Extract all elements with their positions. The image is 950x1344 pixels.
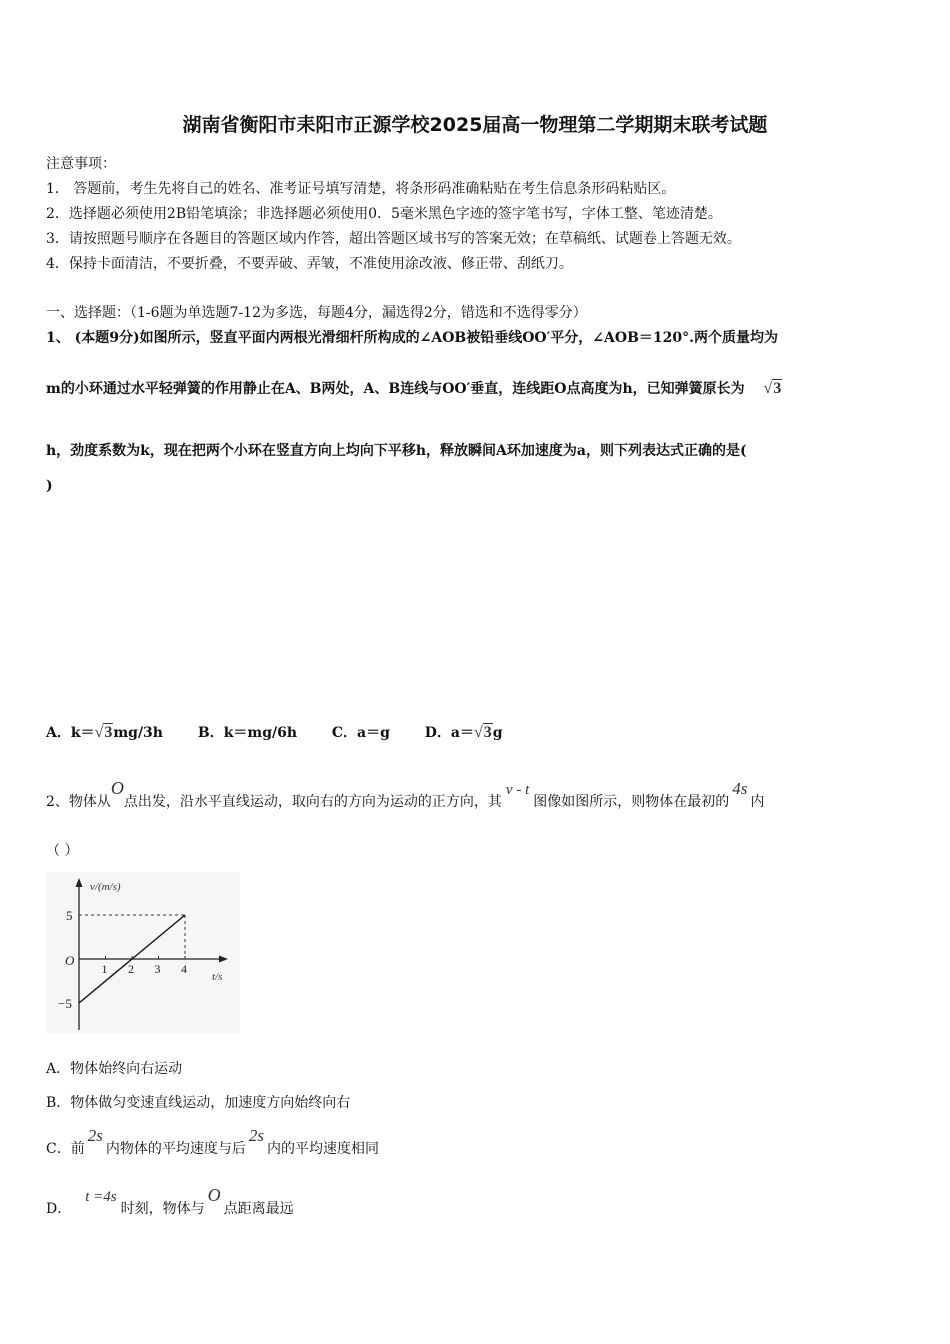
y-tick-label: 5 <box>66 908 73 923</box>
x-axis-label: t/s <box>212 971 223 983</box>
notice-item-1: 1． 答题前，考生先将自己的姓名、准考证号填写清楚，将条形码准确粘贴在考生信息条形码粘贴区。 <box>46 181 676 197</box>
vt-graph <box>46 872 240 1034</box>
q1-options <box>46 722 533 742</box>
origin-label: O <box>65 953 75 968</box>
notice-item-2: 2．选择题必须使用2B铅笔填涂；非选择题必须使用0．5毫米黑色字迹的签字笔书写，字体工整、笔迹清楚。 <box>46 206 722 222</box>
q1-option-c[interactable]: C．a＝g <box>331 725 390 741</box>
q2-paren: （ ） <box>46 843 79 859</box>
sqrt3-symbol: √3 <box>94 724 113 741</box>
x-tick-label: 2 <box>128 962 134 976</box>
notice-item-4: 4．保持卡面清洁，不要折叠，不要弄破、弄皱，不准使用涂改液、修正带、刮纸刀。 <box>46 256 573 272</box>
y-tick-label: −5 <box>58 996 72 1011</box>
x-tick-label: 1 <box>101 962 108 976</box>
symbol-o: O <box>110 778 124 798</box>
x-tick-label: 3 <box>154 962 161 976</box>
vt-graph-svg <box>46 872 240 1034</box>
q2-option-b[interactable]: B．物体做匀变速直线运动，加速度方向始终向右 <box>46 1095 351 1111</box>
symbol-o: O <box>207 1185 221 1205</box>
x-axis-arrow <box>219 956 228 963</box>
section-heading: 一、选择题：（1-6题为单选题7-12为多选，每题4分，漏选得2分，错选和不选得零分） <box>46 305 587 321</box>
q1-line-4: ) <box>46 478 53 494</box>
x-tick-label: 4 <box>181 962 187 976</box>
q2-option-c[interactable]: C．前2s内物体的平均速度与后2s内的平均速度相同 <box>46 1126 379 1157</box>
q1-line-3: h，劲度系数为k，现在把两个小环在竖直方向上均向下平移h，释放瞬间A环加速度为a，则下列表达式正确的是( <box>46 443 747 459</box>
y-axis-arrow <box>76 878 83 887</box>
sqrt3-symbol: √3 <box>474 724 492 741</box>
symbol-vt: v - t <box>505 782 530 798</box>
notice-item-3: 3．请按照题号顺序在各题目的答题区域内作答，超出答题区域书写的答案无效；在草稿纸、试题卷上答题无效。 <box>46 231 741 247</box>
symbol-4s: 4s <box>732 779 748 798</box>
symbol-t-eq-4s: t =4s <box>85 1189 117 1205</box>
y-axis-label: v/(m/s) <box>90 881 121 893</box>
q2-option-d[interactable]: D．t =4s时刻，物体与O点距离最远 <box>46 1185 294 1217</box>
q1-line-2 <box>46 378 782 398</box>
q2-option-a[interactable]: A．物体始终向右运动 <box>46 1061 183 1077</box>
q1-option-a[interactable]: A．k＝√3mg/3h <box>46 724 163 741</box>
q1-line-1: 1、 (本题9分)如图所示，竖直平面内两根光滑细杆所构成的∠AOB被铅垂线OO′平分，∠AOB＝120°.两个质量均为 <box>46 330 779 346</box>
symbol-2s: 2s <box>248 1126 264 1145</box>
notice-heading: 注意事项： <box>46 156 116 172</box>
page-title: 湖南省衡阳市耒阳市正源学校2025届高一物理第二学期期末联考试题 <box>182 114 768 136</box>
symbol-2s: 2s <box>87 1126 103 1145</box>
q1-option-b[interactable]: B．k＝mg/6h <box>197 725 298 741</box>
q1-line-2-text: m的小环通过水平轻弹簧的作用静止在A、B两处，A、B连线与OO′垂直，连线距O点高度为h，已知弹簧原长为 <box>46 381 745 397</box>
sqrt3-symbol: √3 <box>763 380 782 397</box>
q2-stem: 2、物体从O点出发，沿水平直线运动，取向右的方向为运动的正方向，其v - t图像如图所示，则物体在最初的4s内 <box>46 778 765 810</box>
q1-option-d[interactable]: D．a＝√3g <box>424 724 503 741</box>
